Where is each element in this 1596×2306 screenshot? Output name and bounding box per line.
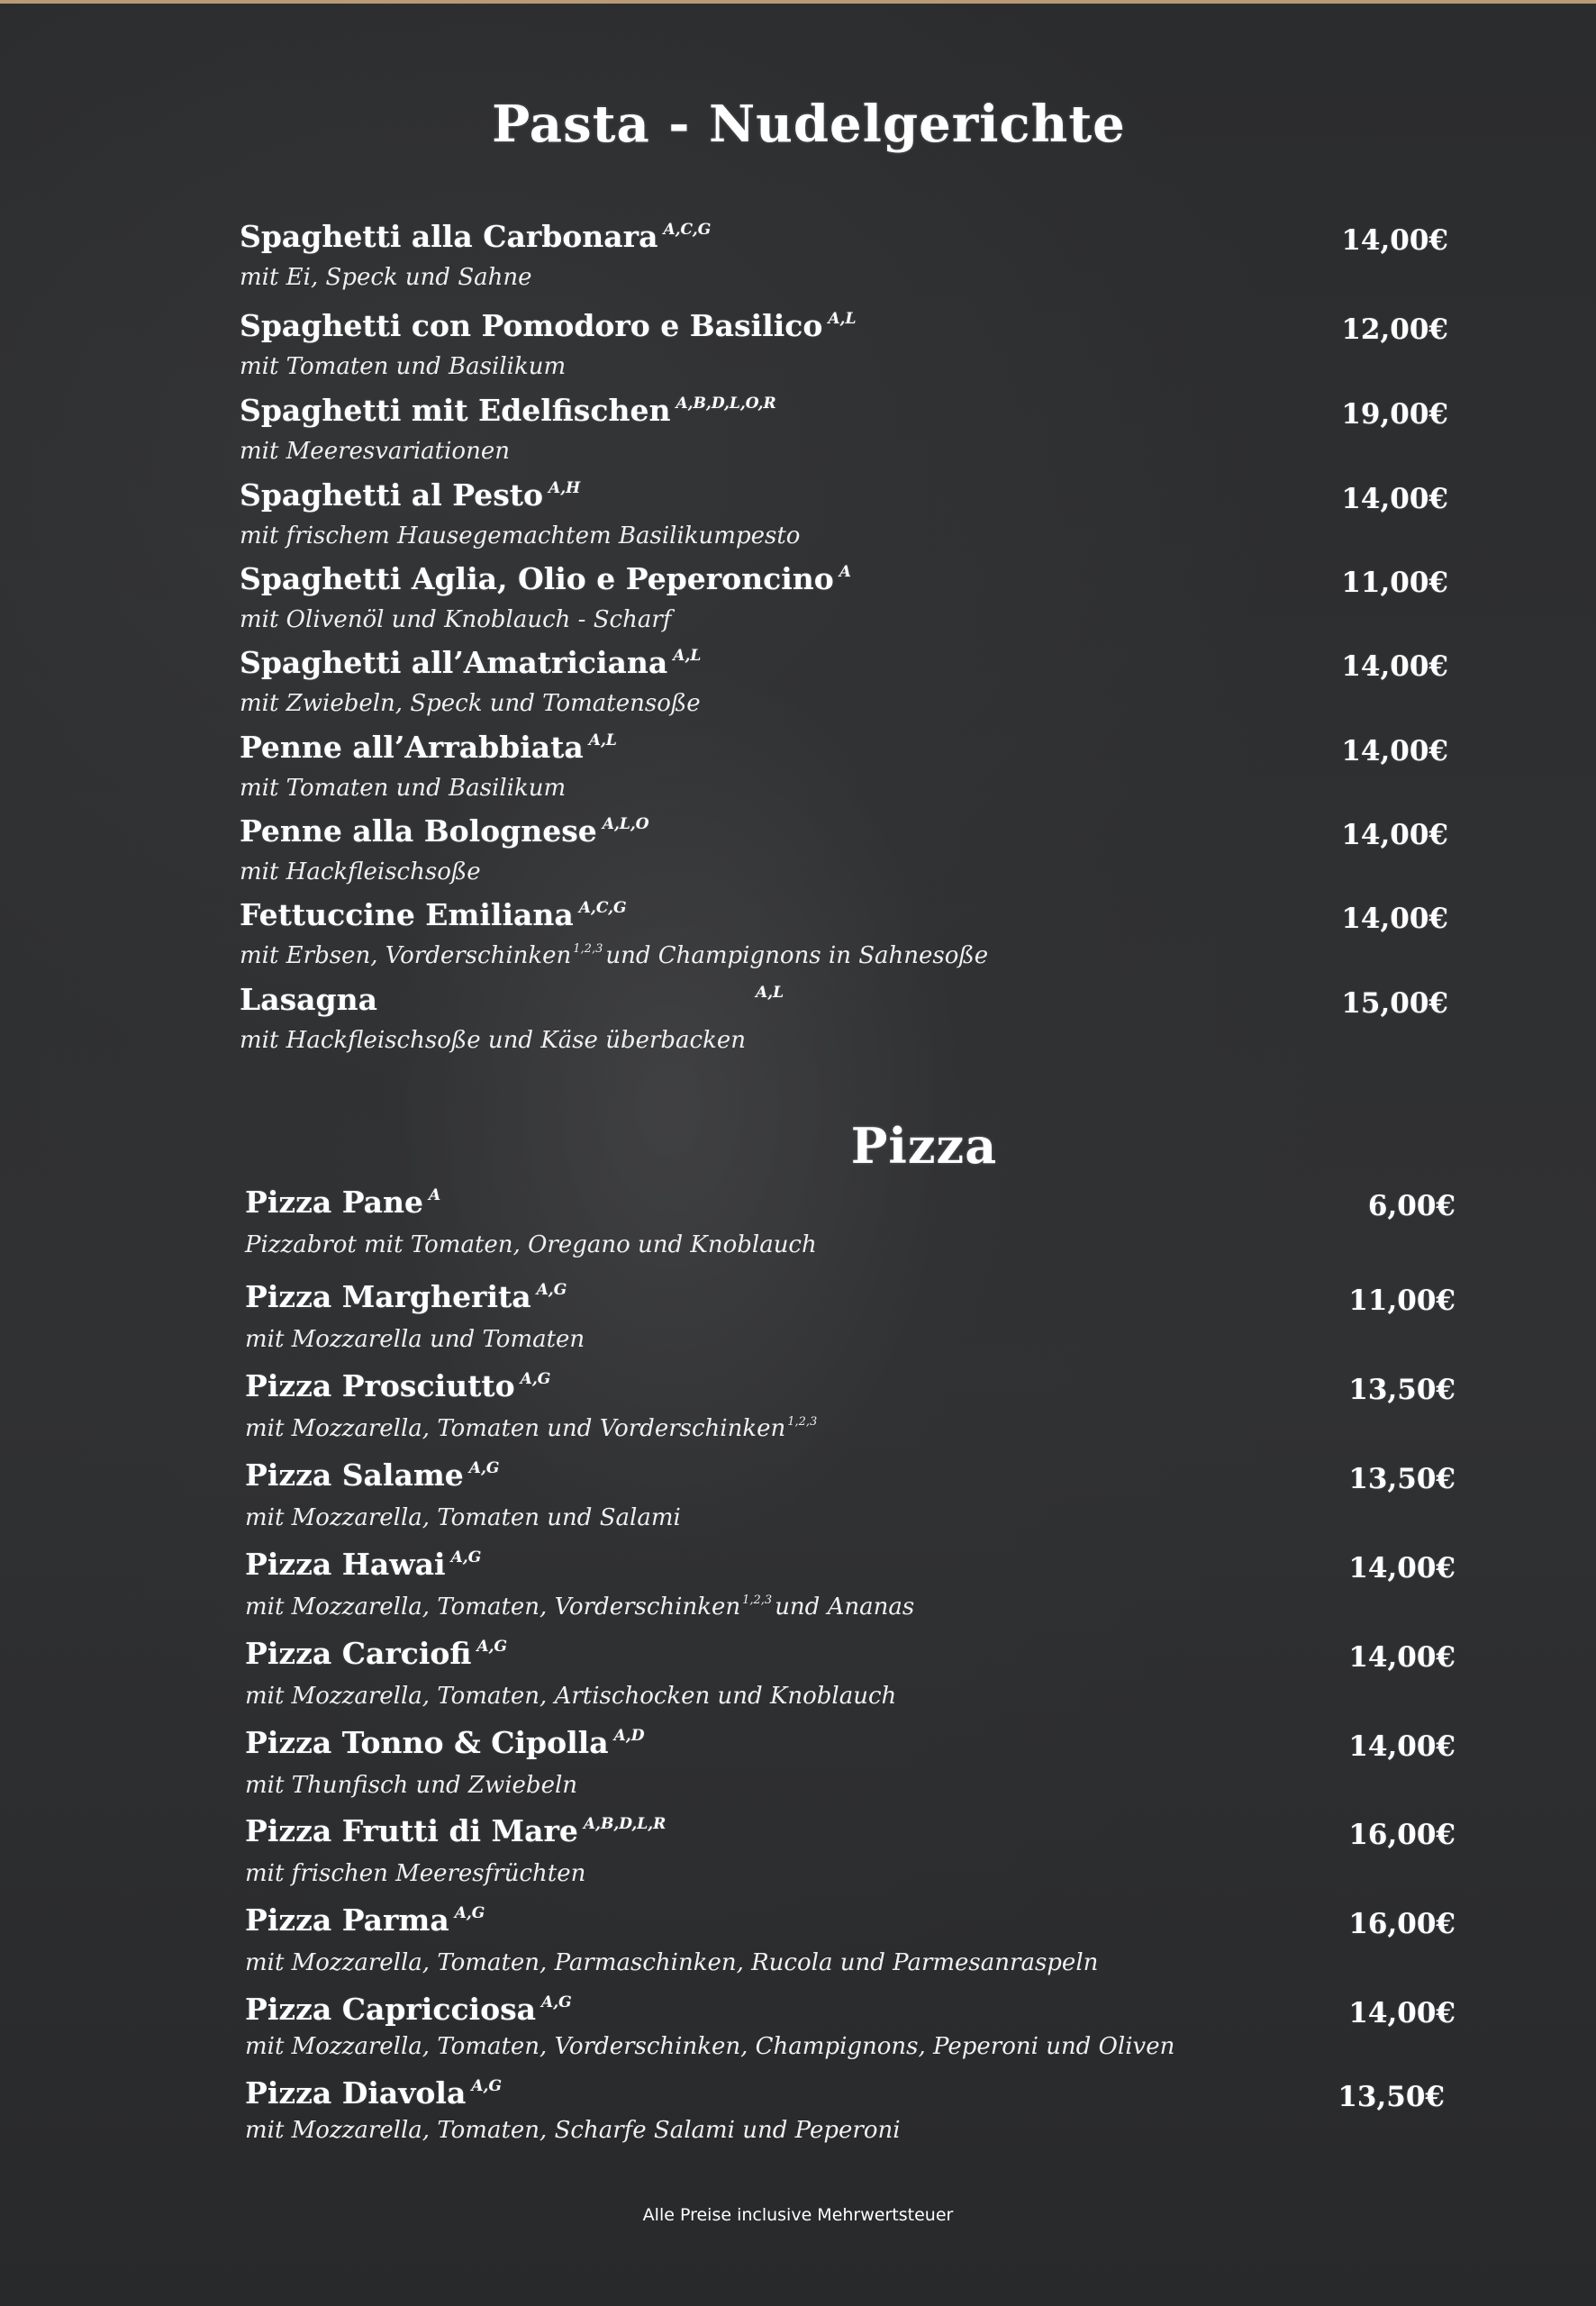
item-description: Pizzabrot mit Tomaten, Oregano und Knoblauch xyxy=(245,1231,817,1258)
item-description: mit Zwiebeln, Speck und Tomatensoße xyxy=(240,690,701,717)
item-price: 12,00€ xyxy=(1341,313,1448,346)
allergen-codes: A,L xyxy=(756,984,784,1002)
allergen-codes: A,L xyxy=(588,731,617,749)
item-description: mit Mozzarella, Tomaten und Vorderschinken $^{1,2,3}$ xyxy=(245,1415,818,1442)
menu-item xyxy=(0,1902,1596,1984)
item-price: 16,00€ xyxy=(1348,1908,1455,1940)
menu-item xyxy=(0,1457,1596,1539)
allergen-codes: A,G xyxy=(454,1904,485,1922)
item-name: Lasagna $^{A,L}$ xyxy=(240,982,784,1017)
allergen-codes: A,G xyxy=(520,1370,551,1388)
menu-item xyxy=(0,1185,1596,1266)
item-name: Spaghetti con Pomodoro e Basilico $^{A,L}$ xyxy=(240,308,857,343)
item-description: mit Erbsen, Vorderschinken $^{1,2,3}$ und Champignons in Sahnesoße xyxy=(240,942,989,969)
menu-item xyxy=(0,1547,1596,1628)
menu-item xyxy=(0,1992,1596,2073)
item-description: mit Mozzarella und Tomaten xyxy=(245,1326,585,1353)
menu-item xyxy=(0,645,1596,726)
footer-note: Alle Preise inclusive Mehrwertsteuer xyxy=(642,2205,954,2225)
item-name: Pizza Carciofi $^{A,G}$ xyxy=(245,1636,508,1671)
menu-item xyxy=(0,730,1596,811)
item-price: 14,00€ xyxy=(1341,819,1448,851)
item-price: 14,00€ xyxy=(1341,224,1448,257)
allergen-codes: A,D xyxy=(613,1727,645,1745)
item-name: Spaghetti al Pesto $^{A,H}$ xyxy=(240,477,581,513)
item-price: 13,50€ xyxy=(1338,2081,1445,2113)
item-description: mit Thunfisch und Zwiebeln xyxy=(245,1772,578,1799)
allergen-codes: A,G xyxy=(468,1459,500,1477)
item-name: Pizza Salame $^{A,G}$ xyxy=(245,1457,500,1493)
pasta-section-title: Pasta - Nudelgerichte xyxy=(492,95,1126,154)
item-description: mit frischen Meeresfrüchten xyxy=(245,1860,586,1887)
menu-item xyxy=(0,982,1596,1063)
item-description: mit Mozzarella, Tomaten und Salami xyxy=(245,1504,681,1531)
allergen-codes: A,G xyxy=(536,1281,567,1299)
item-name: Penne alla Bolognese $^{A,L,O}$ xyxy=(240,813,649,849)
menu-item xyxy=(0,1813,1596,1894)
item-name: Spaghetti mit Edelfischen $^{A,B,D,L,O,R}$ xyxy=(240,393,776,428)
item-description: mit Mozzarella, Tomaten, Vorderschinken $^{1,2,3}$ und Ananas xyxy=(245,1593,915,1621)
item-name: Spaghetti Aglia, Olio e Peperoncino $^A$ xyxy=(240,561,851,596)
item-description: mit Mozzarella, Tomaten, Artischocken und Knoblauch xyxy=(245,1683,897,1710)
pizza-section-title: Pizza xyxy=(850,1117,998,1175)
item-description: mit Hackfleischsoße xyxy=(240,858,481,885)
item-description: mit Ei, Speck und Sahne xyxy=(240,264,532,291)
menu-item xyxy=(0,2075,1596,2156)
item-name: Pizza Tonno & Cipolla $^{A,D}$ xyxy=(245,1725,645,1760)
item-description: mit Meeresvariationen xyxy=(240,438,510,465)
allergen-codes: A,G xyxy=(450,1548,482,1566)
item-description: mit Mozzarella, Tomaten, Vorderschinken, Champignons, Peperoni und Oliven xyxy=(245,2033,1175,2060)
additive-codes: 1,2,3 xyxy=(573,942,603,956)
menu-item xyxy=(0,813,1596,894)
item-price: 13,50€ xyxy=(1348,1374,1455,1406)
item-name: Pizza Parma $^{A,G}$ xyxy=(245,1902,485,1938)
item-price: 14,00€ xyxy=(1348,1997,1455,2029)
item-description: mit Olivenöl und Knoblauch - Scharf xyxy=(240,606,672,633)
allergen-codes: A,G xyxy=(471,2077,502,2095)
menu-item xyxy=(0,897,1596,978)
allergen-codes: A,G xyxy=(541,1993,572,2011)
item-description: mit Tomaten und Basilikum xyxy=(240,353,567,380)
item-name: Pizza Pane $^A$ xyxy=(245,1185,441,1220)
allergen-codes: A,B,D,L,O,R xyxy=(676,395,776,413)
item-name: Spaghetti all’Amatriciana $^{A,L}$ xyxy=(240,645,702,680)
item-price: 14,00€ xyxy=(1341,483,1448,515)
item-name: Pizza Capricciosa $^{A,G}$ xyxy=(245,1992,572,2027)
menu-item xyxy=(0,393,1596,474)
item-price: 14,00€ xyxy=(1348,1641,1455,1674)
item-name: Pizza Prosciutto $^{A,G}$ xyxy=(245,1368,551,1403)
item-description: mit frischem Hausegemachtem Basilikumpesto xyxy=(240,522,801,549)
item-price: 11,00€ xyxy=(1341,567,1448,599)
menu-item xyxy=(0,561,1596,642)
menu-item xyxy=(0,1636,1596,1717)
item-price: 13,50€ xyxy=(1348,1463,1455,1495)
item-price: 14,00€ xyxy=(1341,735,1448,767)
additive-codes: 1,2,3 xyxy=(787,1415,818,1429)
menu-item xyxy=(0,1725,1596,1806)
item-description: mit Mozzarella, Tomaten, Parmaschinken, Rucola und Parmesanraspeln xyxy=(245,1949,1099,1976)
item-price: 16,00€ xyxy=(1348,1819,1455,1851)
item-name: Pizza Diavola $^{A,G}$ xyxy=(245,2075,502,2111)
allergen-codes: A,B,D,L,R xyxy=(583,1815,667,1833)
item-price: 14,00€ xyxy=(1341,903,1448,935)
item-name: Fettuccine Emiliana $^{A,C,G}$ xyxy=(240,897,627,932)
item-price: 19,00€ xyxy=(1341,398,1448,431)
item-description: mit Hackfleischsoße und Käse überbacken xyxy=(240,1027,746,1054)
table-edge xyxy=(0,0,1596,4)
item-price: 11,00€ xyxy=(1348,1285,1455,1317)
allergen-codes: A,G xyxy=(476,1638,508,1656)
allergen-codes: A,L,O xyxy=(602,815,649,833)
item-price: 14,00€ xyxy=(1341,650,1448,683)
allergen-codes: A xyxy=(839,563,851,581)
item-name: Pizza Frutti di Mare $^{A,B,D,L,R}$ xyxy=(245,1813,667,1848)
menu-item xyxy=(0,1279,1596,1360)
item-description: mit Mozzarella, Tomaten, Scharfe Salami und Peperoni xyxy=(245,2117,901,2144)
item-price: 14,00€ xyxy=(1348,1730,1455,1763)
allergen-codes: A xyxy=(429,1186,441,1204)
item-name: Pizza Margherita $^{A,G}$ xyxy=(245,1279,567,1314)
allergen-codes: A,C,G xyxy=(578,899,627,917)
item-name: Spaghetti alla Carbonara $^{A,C,G}$ xyxy=(240,219,712,254)
allergen-codes: A,H xyxy=(549,479,581,497)
allergen-codes: A,L xyxy=(673,647,702,665)
allergen-codes: A,C,G xyxy=(663,221,712,239)
menu-item xyxy=(0,308,1596,389)
item-name: Pizza Hawai $^{A,G}$ xyxy=(245,1547,482,1582)
item-description: mit Tomaten und Basilikum xyxy=(240,775,567,802)
menu-item xyxy=(0,1368,1596,1449)
menu-item xyxy=(0,219,1596,300)
item-name: Penne all’Arrabbiata $^{A,L}$ xyxy=(240,730,617,765)
allergen-codes: A,L xyxy=(828,310,857,328)
menu-item xyxy=(0,477,1596,558)
item-price: 14,00€ xyxy=(1348,1552,1455,1584)
additive-codes: 1,2,3 xyxy=(742,1593,773,1607)
item-price: 6,00€ xyxy=(1367,1190,1455,1222)
item-price: 15,00€ xyxy=(1341,987,1448,1020)
